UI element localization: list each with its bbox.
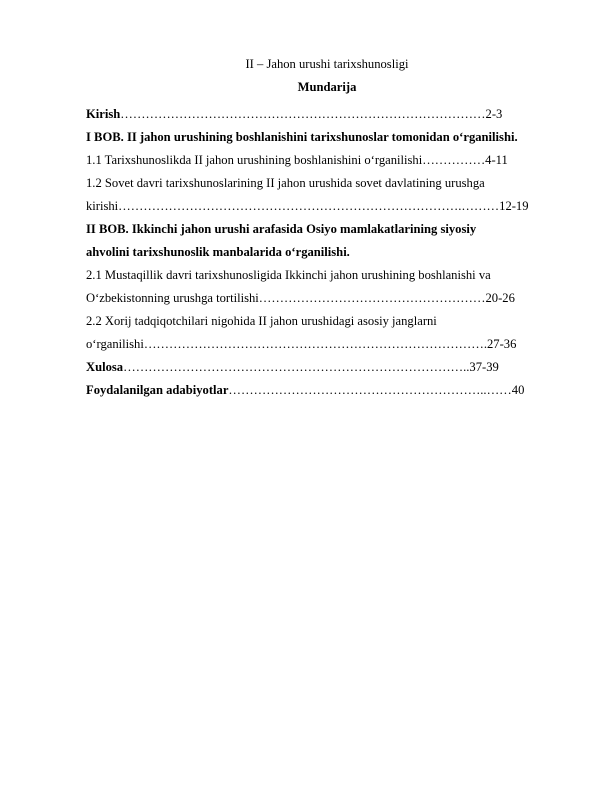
toc-entry-1-2-line-1 xyxy=(86,176,485,191)
toc-chapter-2-heading-line-2 xyxy=(86,245,350,260)
toc-entry-text: ……………………………………………………………………………2-3 xyxy=(120,107,503,121)
toc-entry-1-1 xyxy=(86,153,508,168)
toc-entry-2-1-line-2 xyxy=(86,291,515,306)
toc-entry-2-2-line-2 xyxy=(86,337,516,352)
toc-entry-2-1-line-1 xyxy=(86,268,491,283)
toc-entry-2-2-line-1 xyxy=(86,314,437,329)
toc-entry-text: o‘rganilishi……………………………………………………………………….27-36 xyxy=(86,337,517,351)
toc-entry-1-2-line-2 xyxy=(86,199,529,214)
table-of-contents-heading: Mundarija xyxy=(297,80,357,94)
toc-entry-bold-label: I BOB. II jahon urushining boshlanishini tarixshunoslar tomonidan o‘rganilishi. xyxy=(86,130,518,144)
document-header-title: II – Jahon urushi tarixshunosligi xyxy=(245,57,409,71)
toc-entry-text: ………………………………………………………………………..37-39 xyxy=(123,360,499,374)
toc-entry-bold-label: II BOB. Ikkinchi jahon urushi arafasida Osiyo mamlakatlarining siyosiy xyxy=(86,222,477,236)
toc-entry-bold-label: Xulosa xyxy=(86,360,124,374)
toc-entry-text: ……………………………………………………..……40 xyxy=(228,383,525,397)
toc-entry-bold-label: Foydalanilgan adabiyotlar xyxy=(86,383,229,397)
toc-entry-kirish xyxy=(86,107,502,122)
toc-entry-bibliography xyxy=(86,383,524,398)
toc-entry-bold-label: Kirish xyxy=(86,107,121,121)
toc-entry-text: 2.1 Mustaqillik davri tarixshunosligida Ikkinchi jahon urushining boshlanishi va xyxy=(86,268,491,282)
toc-entry-bold-label: ahvolini tarixshunoslik manbalarida o‘rganilishi. xyxy=(86,245,350,259)
toc-entry-text: 1.2 Sovet davri tarixshunoslarining II jahon urushida sovet davlatining urushga xyxy=(86,176,485,190)
toc-entry-text: 2.2 Xorij tadqiqotchilari nigohida II jahon urushidagi asosiy janglarni xyxy=(86,314,437,328)
toc-entry-text: kirishi……………………………………………………………………….………12-19 xyxy=(86,199,529,213)
toc-chapter-2-heading-line-1 xyxy=(86,222,476,237)
toc-entry-text: 1.1 Tarixshunoslikda II jahon urushining boshlanishini o‘rganilishi……………4-11 xyxy=(86,153,508,167)
toc-entry-xulosa xyxy=(86,360,499,375)
toc-entry-text: O‘zbekistonning urushga tortilishi………………………………………………20-26 xyxy=(86,291,515,305)
toc-chapter-1-heading xyxy=(86,130,518,145)
